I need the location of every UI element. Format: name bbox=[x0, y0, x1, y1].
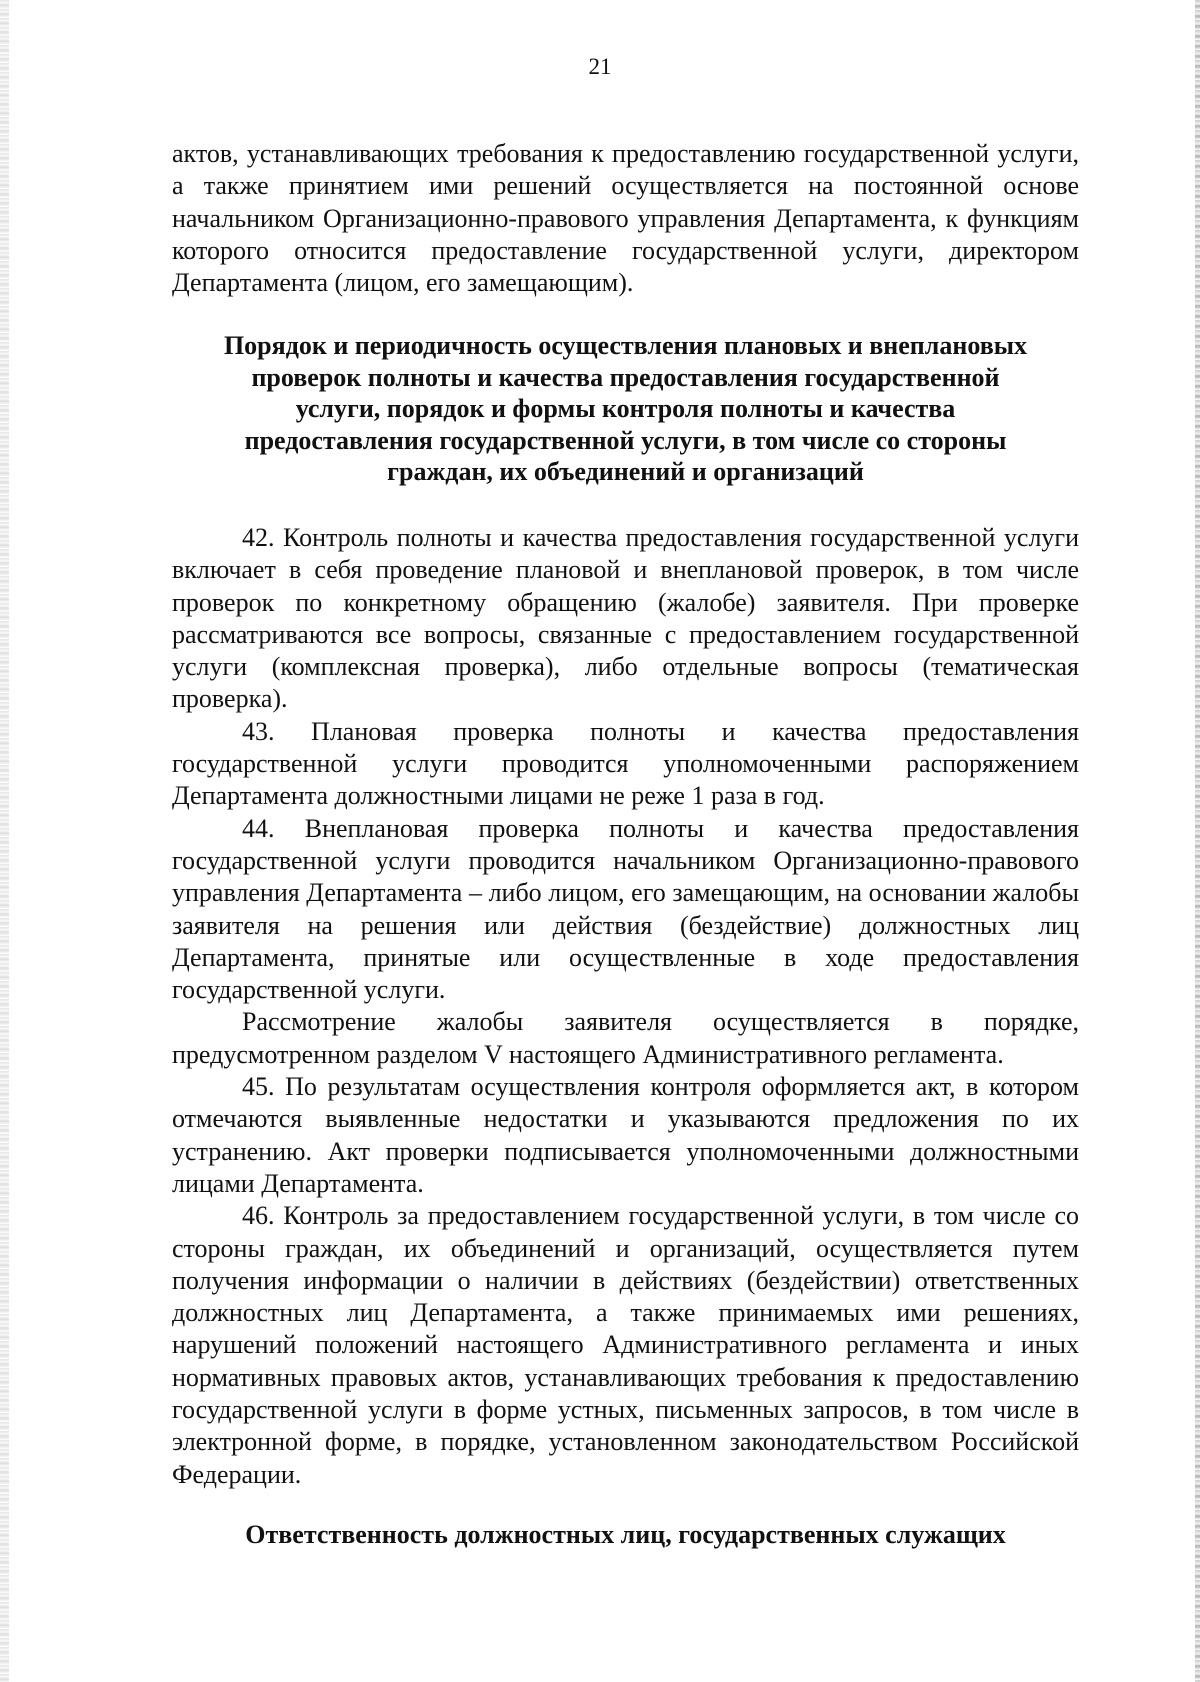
section-heading-line: граждан, их объединений и организаций bbox=[387, 457, 864, 487]
paragraph-45: 45. По результатам осуществления контроля оформляется акт, в котором отмечаются выявленные недостатки и указываются предложения по их устранению. Акт проверки подписывается уполномоченными должностными лицами Департамента. bbox=[172, 1072, 1079, 1198]
paragraph-complaint-review: Рассмотрение жалобы заявителя осуществляется в порядке, предусмотренном разделом V настоящего Административного регламента. bbox=[172, 1007, 1079, 1069]
section-heading-line: предоставления государственной услуги, в том числе со стороны bbox=[244, 425, 1007, 455]
paragraph-42: 42. Контроль полноты и качества предоставления государственной услуги включает в себя проведение плановой и внеплановой проверок, в том числе проверок по конкретному обращению (жалобе) заявителя. При проверке рассматриваются все вопросы, связанные с предоставлением государственной услуги (комплексная проверка), либо отдельные вопросы (тематическая проверка). bbox=[172, 522, 1079, 714]
document-body bbox=[172, 138, 1079, 1550]
scan-edge-left bbox=[0, 0, 9, 1682]
next-section-heading: Ответственность должностных лиц, государственных служащих bbox=[245, 1519, 1006, 1549]
scan-edge-right bbox=[1195, 0, 1200, 1682]
paragraph-44: 44. Внеплановая проверка полноты и качества предоставления государственной услуги проводится начальником Организационно-правового управления Департамента – либо лицом, его замещающим, на основании жалобы заявителя на решения или действия (бездействие) должностных лиц Департамента, принятые или осуществленные в ходе предоставления государственной услуги. bbox=[172, 813, 1079, 1005]
section-paragraphs bbox=[172, 522, 1079, 1491]
section-heading-line: услуги, порядок и формы контроля полноты и качества bbox=[295, 394, 956, 424]
page-number: 21 bbox=[588, 54, 612, 79]
section-heading-line: проверок полноты и качества предоставления государственной bbox=[251, 362, 1000, 392]
intro-paragraph: актов, устанавливающих требования к предоставлению государственной услуги, а также принятием ими решений осуществляется на постоянной основе начальником Организационно-правового управления Департамента, к функциям которого относится предоставление государственной услуги, директором Департамента (лицом, его замещающим). bbox=[172, 139, 1079, 298]
section-heading-line: Порядок и периодичность осуществления плановых и внеплановых bbox=[223, 331, 1028, 361]
section-heading bbox=[172, 330, 1079, 488]
paragraph-46: 46. Контроль за предоставлением государственной услуги, в том числе со стороны граждан, их объединений и организаций, осуществляется путем получения информации о наличии в действиях (бездействии) ответственных должностных лиц Департамента, а также принимаемых ими решениях, нарушений положений настоящего Административного регламента и иных нормативных правовых актов, устанавливающих требования к предоставлению государственной услуги в форме устных, письменных запросов, в том числе в электронной форме, в порядке, установленном законодательством Российской Федерации. bbox=[172, 1201, 1079, 1489]
paragraph-43: 43. Плановая проверка полноты и качества предоставления государственной услуги проводится уполномоченными распоряжением Департамента должностными лицами не реже 1 раза в год. bbox=[172, 716, 1079, 811]
